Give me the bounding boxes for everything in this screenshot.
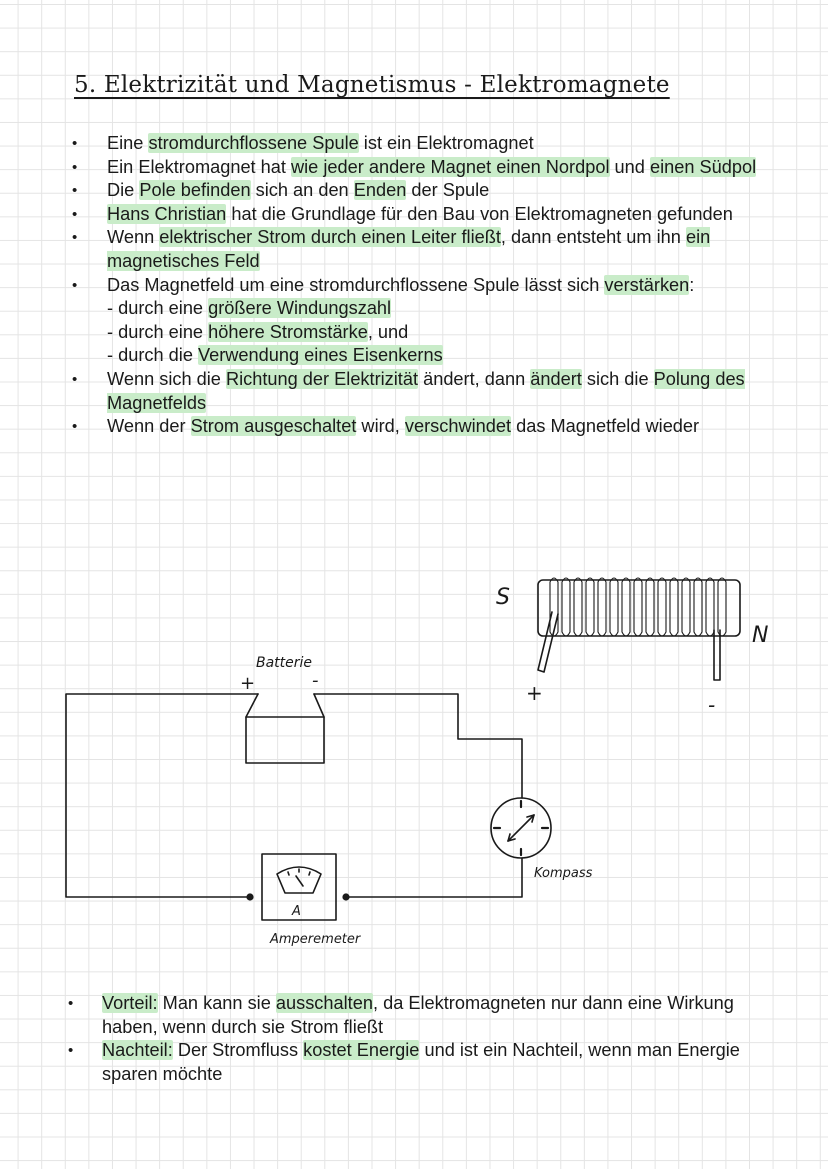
sub-item: - durch die Verwendung eines Eisenkerns	[107, 345, 443, 366]
circuit-wire	[66, 694, 258, 897]
circuit-wire	[346, 858, 522, 897]
ammeter-terminal	[343, 894, 349, 900]
list-item: • Vorteil: Man kann sie ausschalten, da Elektromagneten nur dann eine Wirkung haben, wenn durch sie Strom fließt	[0, 992, 780, 1039]
coil-minus-label: -	[708, 693, 716, 717]
list-item: • Die Pole befinden sich an den Enden der Spule	[0, 179, 780, 203]
ammeter-terminal	[247, 894, 253, 900]
list-item: • Wenn elektrischer Strom durch einen Leiter fließt, dann entsteht um ihn ein magnetisches Feld	[0, 226, 780, 273]
battery-label: Batterie	[256, 655, 313, 671]
coil-plus-label: +	[526, 681, 543, 705]
list-item: • Hans Christian hat die Grundlage für den Bau von Elektromagneten gefunden	[0, 203, 780, 227]
list-item: • Ein Elektromagnet hat wie jeder andere Magnet einen Nordpol und einen Südpol	[0, 156, 780, 180]
ammeter-letter: A	[292, 904, 301, 919]
compass	[491, 798, 551, 858]
circuit-wire	[314, 694, 522, 798]
pros-cons-list	[0, 992, 780, 1086]
list-item: • Wenn der Strom ausgeschaltet wird, verschwindet das Magnetfeld wieder	[0, 415, 780, 439]
page-title: 5. Elektrizität und Magnetismus - Elektromagnete	[74, 72, 670, 98]
battery-plus-label: +	[240, 673, 256, 694]
battery-minus-label: -	[312, 670, 319, 691]
list-item: • Wenn sich die Richtung der Elektrizität ändert, dann ändert sich die Polung des Magnetfelds	[0, 368, 780, 415]
coil-south-label: S	[496, 585, 510, 610]
list-item: • Nachteil: Der Stromfluss kostet Energie und ist ein Nachteil, wenn man Energie sparen möchte	[0, 1039, 780, 1086]
fact-list	[0, 132, 780, 439]
sub-item: - durch eine größere Windungszahl	[107, 298, 392, 319]
ammeter-label: Amperemeter	[270, 932, 361, 947]
list-item: • Eine stromdurchflossene Spule ist ein Elektromagnet	[0, 132, 780, 156]
coil-north-label: N	[752, 623, 769, 648]
battery	[246, 694, 324, 763]
compass-label: Kompass	[534, 866, 593, 881]
sub-item: - durch eine höhere Stromstärke, und	[107, 321, 409, 342]
list-item: • Das Magnetfeld um eine stromdurchflossene Spule lässt sich verstärken: - durch eine größere Windungszahl - durch eine höhere Stromstärke, und - durch die Verwendung eines Eisenkerns	[0, 274, 780, 368]
electromagnet-coil	[538, 578, 740, 680]
circuit-diagram	[0, 560, 828, 960]
